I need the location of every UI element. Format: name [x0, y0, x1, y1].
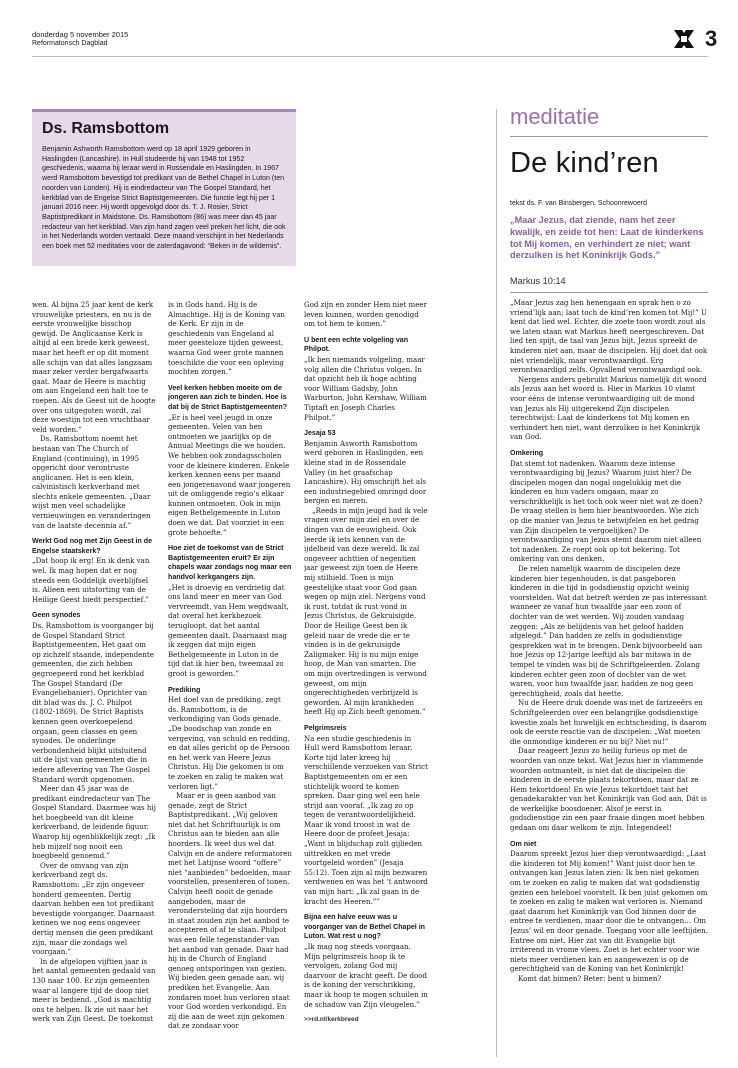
paragraph: Het doel van de prediking, zegt ds. Ramsbottom, is de verkondiging van Gods genade. „De boodschap van zonde en vergeving, van schuld en redding, en dat alles gericht op de Persoon en het werk van Heere Jezus Christus. Hij Die gekomen is om te zoeken en zalig te maken wat verloren ligt.” — [168, 695, 290, 791]
paragraph: „Er is heel veel jeugd in onze gemeenten. Velen van hen ontmoeten we jaarlijks op de Annual Meetings die we houden. We hebben ook zondagsscholen voor de kleinere kinderen. Enkele kerken kennen eens per maand een jongerenavond waar jongeren uit de omliggende regio’s elkaar kunnen ontmoeten. Ook in mijn eigen Bethelgemeente in Luton doen we dat. Dat voorziet in een grote behoefte.” — [168, 412, 291, 537]
meditation-title: De kind’ren — [510, 147, 659, 179]
interview-question: U bent een echte volgeling van Philpot. — [304, 335, 409, 354]
subheading: Prediking — [168, 685, 201, 694]
section-label: meditatie — [510, 104, 600, 129]
paragraph: Daar reageert Jezus zo heilig furieus op met de woorden van onze tekst. Wat Jezus hier in vlammende woorden ontmantelt, is niet dat de discipelen die kinderen in de eerste plaats tekortdoen, maar dat ze Hem tekortdoen! En wie Jezus tekortdoet tast het genadekarakter van het Koninkrijk van God aan. Dát is de werkelijke boosdoener. Alsof je eerst in godsdienstige zin een paar fraaie dingen moet hebben gedaan om daar welkom te zijn. Integendeel! — [510, 746, 707, 833]
paragraph: De relen namelijk waarom de discipelen deze kinderen hier tegenhouden, is dat pasgeboren kinderen in die tijd in godsdienstig opzicht weinig voorstelden. Wat dat betreft werden ze pas interessant wanneer ze vanaf hun twaalfde jaar een zoon of dochter van de wet werden. Wij zouden vandaag zeggen: „Als ze belijdenis van het geloof hadden afgelegd.” Dan hadden ze zelfs in godsdienstige gesprekken wat in te brengen. Denk bijvoorbeeld aan hoe Jezus op 12-jarige leeftijd als bar mitswa in de tempel te vinden was bij de Schriftgeleerden. Zolang kinderen echter geen zoon of dochter van de wet waren, voor hun twaalfde jaar, hadden ze nog geen gerechtigheid, zoals dat heette. — [510, 564, 707, 698]
paragraph: Nergens anders gebruikt Markus namelijk dit woord als Jezus aan het woord is. Hier in Markus 10 vlamt voor ééns de intense verontwaardiging uit de mond van Jezus als Hij uitgerekend Zijn discipelen terechtwijst: Laat de kinderkens tot Mij komen en verhindert hen niet, want derzulken is het Koninkrijk van God. — [510, 374, 707, 442]
paragraph: Ds. Ramsbottom noemt het bestaan van The Church of England (continuing), in 1995 opgericht door verontruste anglicanen. Het is een klein, calvinistisch kerkverband met slechts enkele gemeenten. „Daar wijst men veel schadelijke vernieuwingen en veranderingen van de laatste decennia af.” — [32, 434, 151, 530]
article-column-2 — [168, 300, 292, 1055]
interview-question: Veel kerken hebben moeite om de jongeren aan zich te binden. Hoe is dat bij de Strict Baptistgemeenten? — [168, 383, 288, 411]
paragraph: „Ik ben niemands volgeling, maar volg allen die Christus volgen. In dat opzicht heb ik hoge achting voor William Gadsby, John Warburton, John Kershaw, William Tiptaft en Joseph Charles Philpot.” — [304, 354, 427, 422]
paragraph: „Ik mag nog steeds voorgaan. Mijn pelgrimsreis hoop ik te vervolgen, zolang God mij daarvoor de kracht geeft. De dood is de koning der verschrikking, maar ik hoop te mogen schuilen in de schaduw van Zijn vleugelen.” — [304, 942, 428, 1009]
section-divider — [510, 136, 708, 137]
paragraph: „Maar Jezus zag hen henengaan en sprak hen o zo vriend’lijk aan; laat toch de kind’ren komen tot Mij!” U kent dat lied wel. Echter, die zoete toon wordt zout als we laten staan wat Markus heeft neergeschreven. Dat lied ten spijt, de taal van Jezus bijt. Jezus spreekt de kinderen niet aan, maar de discipelen. Hij doet dat ook niet vriendelijk, maar verontwaardigd. Erg verontwaardigd zelfs. Opvallend verontwaardigd ook. — [510, 298, 708, 375]
paragraph: Ds. Ramsbottom is voorganger bij de Gospel Standard Strict Baptistgemeenten. Het gaat om op zichzelf staande, independente gemeenten, die zich hebben gegroepeerd rond het kerkblad The Gospel Standard (De Evangeliebanier). Oprichter van dit blad was ds. J. C. Philpot (1802-1869). De Strict Baptists kennen geen overkoepelend orgaan, geen classes en geen synodes. De onderlinge verbondenheid blijkt uitsluitend uit de lijst van gemeenten die in iedere aflevering van The Gospel Standard wordt opgenomen. — [32, 621, 154, 784]
subheading: Om niet — [510, 839, 537, 848]
paragraph: Meer dan 45 jaar was de predikant eindredacteur van The Gospel Standard. Daarmee was hij het boegbeeld van dit kleine kerkverband, de leidende figuur. Waarop hij ogenblikkelijk zegt: „Ik heb mijzelf nog nooit een boegbeeld genoemd.” — [32, 784, 156, 861]
bible-quote: „Maar Jezus, dat ziende, nam het zeer kwalijk, en zeide tot hen: Laat de kinderkens tot Mij komen, en verhindert ze niet; want derzulken is het Koninkrijk Gods.” — [510, 215, 704, 261]
paragraph: is in Gods hand. Hij is de Almachtige. Hij is de Koning van de Kerk. Er zijn in de geschiedenis van Engeland al meer geesteloze tijden geweest, waarna God weer grote mannen toeschikte die voor een opleving mochten zorgen.” — [168, 300, 285, 377]
biography-box — [32, 109, 296, 266]
subheading: Omkering — [510, 448, 544, 457]
article-column-1 — [32, 300, 156, 1055]
meditation-byline: tekst ds. F. van Binsbergen, Schoonrewoerd — [510, 200, 647, 207]
interview-question: Werkt God nog met Zijn Geest in de Engelse staatskerk? — [32, 537, 153, 555]
column-divider — [496, 109, 497, 1057]
interview-question: Hoe ziet de toekomst van de Strict Baptistgemeenten eruit? Er zijn chapels waar zondags nog maar een handvol kerkgangers zijn. — [168, 544, 292, 582]
bible-reference: Markus 10:14 — [510, 276, 566, 286]
paragraph: Dat stemt tot nadenken. Waarom deze intense verontwaardiging bij Jezus? Waarom juist hier? De discipelen mogen dan nogal ongelukkig met die kinderen en hun vaders omgaan, maar zo verschrikkelijk is het toch ook weer niet wat ze doen? De vraag stellen is hem hier beantwoorden. Wie zich op die manier van Jezus te betwijfelen en het gedrag van Zijn discipelen te vergoelijken? De verontwaardiging van Jezus stemt daarom niet alleen tot nadenken. Ze roept ook op tot bekering. Tot omkering van ons denken. — [510, 458, 703, 564]
paragraph: Over de omvang van zijn kerkverband zegt ds. Ramsbottom: „Er zijn ongeveer honderd gemeenten. Dertig daarvan hebben een tot predikant bevestigde voorganger. Daarnaast kennen we nog eens ongeveer dertig mensen die geen predikant zijn, maar die zondags wel voorgaan.” — [32, 860, 155, 957]
article-signature-link[interactable]: >>rd.nl/kerkbreed — [304, 1016, 359, 1024]
subheading: Jesaja 53 — [304, 429, 336, 438]
paragraph: „Reeds in mijn jeugd had ik vele vragen over mijn ziel en over de dingen van de eeuwigheid. Ook leerde ik iets kennen van de ijdelheid van deze wereld. Ik zal ongeveer achttien of negentien jaar geweest zijn toen de Heere mij stilhield. Toen is mijn geestelijke staat voor God gaan wegen op mijn ziel. Nergens vond ik rust, totdat ik rust vond in Jezus Christus, de Gekruisigde. Door de Heilige Geest ben ik geleid naar de vrede die er te vinden is in de gekruisigde Zaligmaker. Hij is nu mijn enige hoop, de Man van smarten. Die om mijn overtredingen is verwond geweest, om mijn ongerechtigheden verbrijzeld is geworden. Al mijn krankheden heeft Hij op Zich heeft genomen.” — [304, 505, 428, 717]
biography-title: Ds. Ramsbottom — [42, 120, 170, 137]
paragraph: wen. Al bijna 25 jaar kent de kerk vrouwelijke priesters, en nu is de eerste vrouwelijke bisschop gewijd. De Anglicaanse Kerk is altijd al een brede kerk geweest, maar het heeft er op dit moment alle schijn van dat alles langzaam maar zeker verder bergafwaarts gaat. Maar de Heere is machtig om aan Engeland een halt toe te roepen. Als de Geest uit de hoogte over ons uitgegoten wordt, zal deze woestijn tot een vruchtbaar veld worden.” — [32, 300, 156, 434]
article-column-3 — [304, 300, 428, 1055]
biography-text: Benjamin Ashworth Ramsbottom werd op 18 april 1929 geboren in Haslingden (Lancashire). In Hull studeerde hij van 1948 tot 1952 geschiedenis, waarna hij leraar werd in Rossendale en Haslingden. In 1967 werd Ramsbottom bevestigd tot predikant van de Bethel Chapel in Luton (ten noorden van Londen). Hij is eindredacteur van The Gospel Standard, het kerkblad van de Engelse Strict Baptistgemeenten. Die functie legt hij per 1 januari 2016 neer. Hij wordt opgevolgd door ds. T. J. Rosier, Strict Baptistpredikant in Maidstone. Ds. Ramsbottom (86) was meer dan 45 jaar redacteur van het kerkblad. Van zijn hand zagen veel preken het licht, die ook in het Nederlands worden vertaald. Deze maand verschijnt in het Nederlands een boek met 52 meditaties voor de zaterdagavond: “Beken in de wildernis”. — [42, 145, 286, 251]
paragraph: Komt dat binnen? Beter: bent u binnen? — [518, 973, 662, 983]
paragraph: In de afgelopen vijftien jaar is het aantal gemeenten gedaald van 130 naar 100. Er zijn gemeenten waar al langere tijd de doop niet meer is bediend. „God is machtig ons te helpen. Ik zie uit naar het werk van Zijn Geest. De toekomst — [32, 956, 156, 1024]
paragraph: Na een studie geschiedenis in Hull werd Ramsbottom leraar. Korte tijd later kreeg hij verschillende verzoeken van Strict Baptistgemeenten om er een stichtelijk woord te komen spreken. Daar ging wel een hele strijd aan vooraf. „Ik zag zo op tegen de verantwoordelijkheid. Maar ik vond troost in wat de Heere door de profeet Jesaja: „Want in blijdschap zult gijlieden uittrekken en met vrede voortgeleid worden” (Jesaja 55:12). Toen zijn al mijn bezwaren verdwenen en was het ‘t antwoord van mijn hart: „Ik zal gaan in de kracht des Heeren.”” — [304, 733, 428, 906]
meditation-body — [510, 298, 708, 1058]
paragraph: Daarom spreekt Jezus hier diep verontwaardigd: „Laat die kinderen tot Mij komen!” Want juist door hen te ontvangen kan Jezus laten zien: Ik ben niet gekomen om te zoeken en zalig te maken dat wat godsdienstig gezien een heleboel voorstelt. Ik ben juist gekomen om te zoeken en zalig te maken wat verloren is. Niemand gaat daarom het Koninkrijk van God binnen door de entree te verdienen, maar door die te ontvangen… Om Jezus’ wil en door genade. Toegang voor alle leeftijden. Entree om niet. Hier zat van dit Evangelie bijt irriterend in vrome vlees. Zoet is het echter voor wie niets meer verdienen kan en aangewezen is op de gerechtigheid van de Koning van het Koninkrijk! — [510, 849, 708, 974]
subheading: Geen synodes — [32, 611, 81, 620]
paragraph: „Dat hoop ik erg! En ik denk van wel. Ik mag hopen dat er nog steeds een Goddelijk overblijfsel is. Alleen een uitstorting van de Heilige Geest biedt perspectief.” — [32, 556, 150, 604]
subheading: Pelgrimsreis — [304, 723, 347, 732]
header-date: donderdag 5 november 2015 — [32, 30, 129, 39]
rd-logo-icon — [672, 28, 696, 50]
paragraph: „Het is droevig en verdrietig dat ons land meer en meer van God vervreemdt, van Hem wegdwaalt, dat overal het kerkbezoek terugloopt, dat het aantal gemeenten daalt. Daarnaast mag ik zeggen dat mijn eigen Bethelgemeente in Luton in de tijd dat ik hier ben, tweemaal zo groot is geworden.” — [168, 582, 289, 678]
header-divider — [32, 56, 708, 57]
interview-question: Bijna een halve eeuw was u voorganger van de Bethel Chapel in Luton. Wat rest u nog? — [304, 913, 426, 941]
quote-divider — [510, 292, 708, 293]
page-number: 3 — [705, 26, 718, 51]
paragraph: Maar er is geen aanbod van genade, zegt de Strict Baptistpredikant. „Wij geloven niet dat het Schriftuurlijk is om Christus aan te bieden aan alle hoorders. Ik weet dus wel dat Calvijn en de andere reformatoren met het Latijnse woord “offere” niet “aanbieden” bedoelden, maar voorstellen, presenteren of tonen. Calvijn heeft nooit de genade aangeboden, maar de verondersteling dat zijn hoorders in staat zouden zijn het aanbod te accepteren of af te slaan. Philpot was een felle tegenstander van het aanbod van genade. Daar had hij in de Church of England genoeg ontsporingen van gezien. Wij bieden geen genade aan, wij prediken het Evangelie. Aan zondaren moet hun verloren staat voor God worden verkondigd. En zij die aan de weet zijn gekomen dat ze zondaar voor — [168, 791, 292, 1031]
paragraph: Nu de Heere druk doende was met de farizeeërs en Schriftgeleerden over een belangrijke godsdienstige kwestie zoals het huwelijk en echtscheiding, is daarom ook de eerste reactie van de discipelen: „Wat moeten die onmondige kinderen er nu bij? Niet nu!” — [510, 698, 707, 746]
paragraph: Benjamin Asworth Ramsbottom werd geboren in Haslingden, een kleine stad in de Rossendale Valley (in het graafschap Lancashire). Hij omschrijft het als een industriegebied omringd door bergen en meren. — [304, 438, 427, 506]
paragraph: God zijn en zonder Hem niet meer leven kunnen, worden genodigd om tot hem te komen.” — [304, 300, 427, 329]
header-paper-name: Reformatorisch Dagblad — [32, 40, 108, 47]
